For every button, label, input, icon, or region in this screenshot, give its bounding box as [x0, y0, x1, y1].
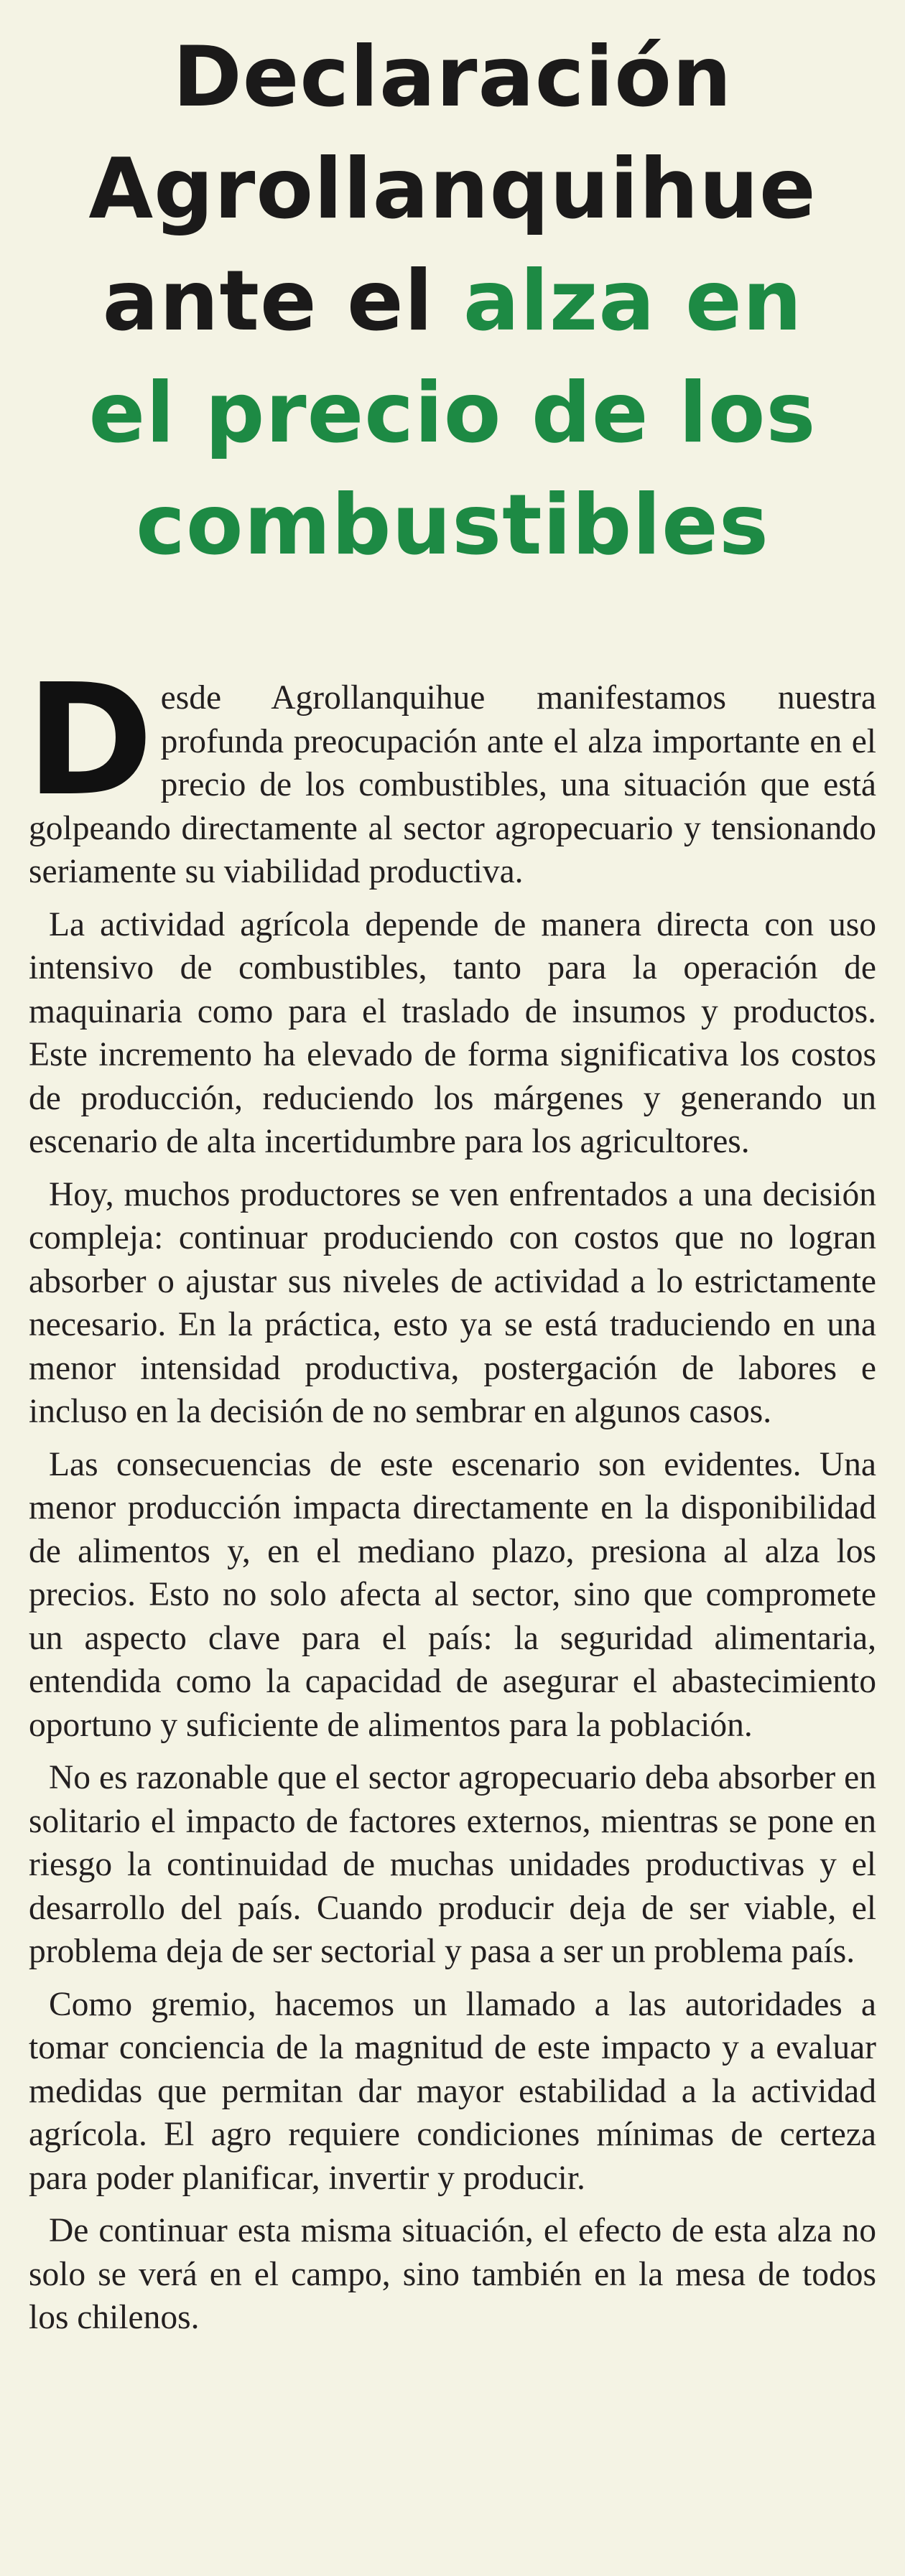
paragraph-7: De continuar esta misma situación, el efecto de esta alza no solo se verá en el campo, sino también en la mesa de todos los chilenos.: [29, 2212, 876, 2336]
drop-cap: D: [26, 651, 154, 830]
headline-line-2: Agrollanquihue: [88, 141, 817, 238]
headline-line-3: [29, 246, 876, 358]
headline-line-3-green: alza en: [463, 253, 803, 350]
paragraph-6: Como gremio, hacemos un llamado a las autoridades a tomar conciencia de la magnitud de este impacto y a evaluar medidas que permitan dar mayor estabilidad a la actividad agrícola. El agro requiere condiciones mínimas de certeza para poder planificar, invertir y producir.: [29, 1985, 876, 2197]
paragraph-2: La actividad agrícola depende de manera directa con uso intensivo de combustibles, tanto para la operación de maquinaria como para el traslado de insumos y productos. Este incremento ha elevado de forma significativa los costos de producción, reduciendo los márgenes y generando un escenario de alta incertidumbre para los agricultores.: [29, 905, 876, 1160]
headline: [29, 22, 876, 582]
paragraph-1-text: esde Agrollanquihue manifestamos nuestra profunda preocupación ante el alza importante en el precio de los combustibles, una situación que está golpeando directamente al sector agropecuario y tensionando seriamente su viabilidad productiva.: [29, 679, 876, 890]
paragraph-4: Las consecuencias de este escenario son evidentes. Una menor producción impacta directamente en la disponibilidad de alimentos y, en el mediano plazo, presiona al alza los precios. Esto no solo afecta al sector, sino que compromete un aspecto clave para el país: la seguridad alimentaria, entendida como la capacidad de asegurar el abastecimiento oportuno y suficiente de alimentos para la población.: [29, 1445, 876, 1744]
headline-line-1: Declaración: [172, 29, 733, 126]
headline-line-4: el precio de los: [88, 365, 817, 462]
paragraph-1: [26, 651, 876, 894]
paragraph-3: Hoy, muchos productores se ven enfrentados a una decisión compleja: continuar produciendo con costos que no logran absorber o ajustar sus niveles de actividad a lo estrictamente necesario. En la práctica, esto ya se está traduciendo en una menor intensidad productiva, postergación de labores e incluso en la decisión de no sembrar en algunos casos.: [29, 1175, 876, 1430]
headline-line-5: combustibles: [136, 477, 769, 574]
article-body: [26, 651, 876, 2340]
headline-line-3-dark: ante el: [102, 253, 463, 350]
paragraph-5: No es razonable que el sector agropecuario deba absorber en solitario el impacto de factores externos, mientras se pone en riesgo la continuidad de muchas unidades productivas y el desarrollo del país. Cuando producir deja de ser viable, el problema deja de ser sectorial y pasa a ser un problema país.: [29, 1759, 876, 1970]
